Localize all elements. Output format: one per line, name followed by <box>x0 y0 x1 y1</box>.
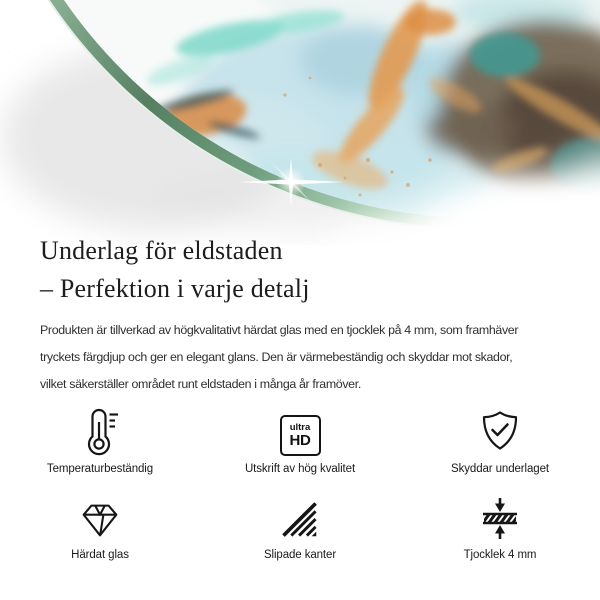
shield-check-icon <box>476 408 524 456</box>
product-description <box>40 317 560 398</box>
feature-item-polished-edges <box>200 490 400 562</box>
feature-item-thickness <box>400 490 600 562</box>
thickness-press-icon <box>476 494 524 542</box>
title-line-2: – Perfektion i varje detalj <box>40 274 310 303</box>
feature-label: Tjocklek 4 mm <box>463 549 537 561</box>
feature-item-temperature <box>0 404 200 476</box>
description-line: vilket säkerställer området runt eldstaden i många år framöver. <box>40 377 361 391</box>
ultra-hd-text-bottom: HD <box>289 432 311 449</box>
feature-label: Skyddar underlaget <box>451 463 549 475</box>
feature-label: Temperaturbeständig <box>46 463 154 475</box>
content <box>0 232 600 562</box>
beveled-edge-icon <box>278 498 322 542</box>
feature-item-tempered-glass <box>0 490 200 562</box>
ultra-hd-text-top: ultra <box>289 422 311 433</box>
page-title <box>40 232 560 308</box>
feature-label: Utskrift av hög kvalitet <box>244 463 356 475</box>
diamond-icon <box>77 498 123 542</box>
feature-label: Slipade kanter <box>263 549 337 561</box>
feature-label: Härdat glas <box>71 549 129 561</box>
features-grid <box>0 404 600 562</box>
description-line: tryckets färgdjup och ger en elegant glans. Den är värmebeständig och skyddar mot skador, <box>40 350 513 364</box>
description-line: Produkten är tillverkad av högkvalitativt härdat glas med en tjocklek på 4 mm, som framhäver <box>40 323 519 337</box>
title-line-1: Underlag för eldstaden <box>40 236 283 265</box>
thermometer-icon <box>76 406 124 456</box>
feature-item-protection <box>400 404 600 476</box>
product-image <box>0 0 600 245</box>
feature-item-print-quality <box>200 404 400 476</box>
ultra-hd-icon <box>280 415 321 456</box>
